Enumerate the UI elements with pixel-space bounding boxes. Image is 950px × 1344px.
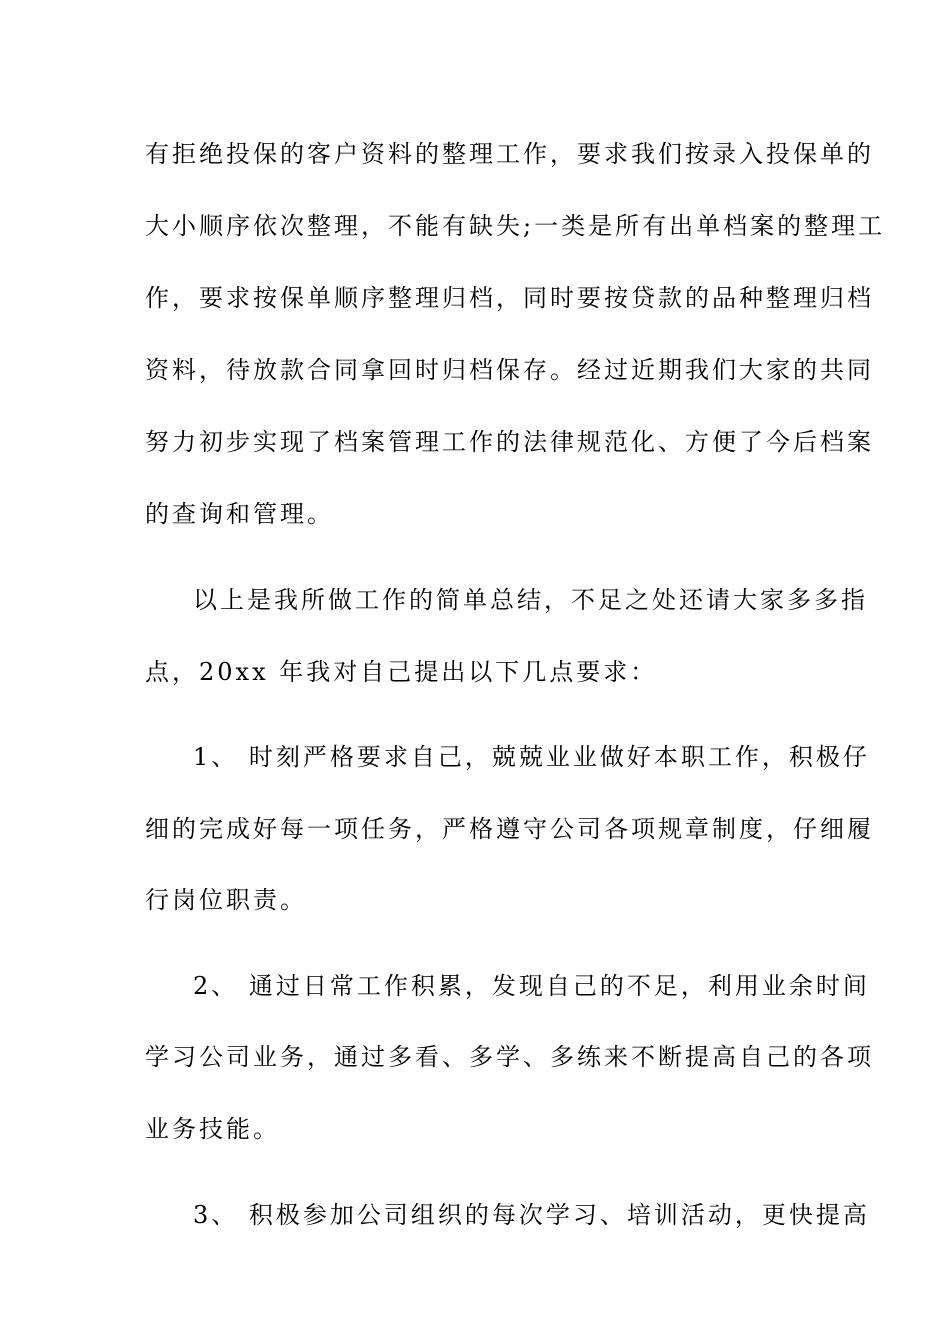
text-line: 细的完成好每一项任务，严格遵守公司各项规章制度，仔细履 [145, 815, 874, 843]
text-line: 行岗位职责。 [145, 886, 307, 914]
list-item-3: 3、 积极参加公司组织的每次学习、培训活动，更快提高 [193, 1201, 870, 1229]
text-line: 的查询和管理。 [145, 500, 334, 528]
text-line: 大小顺序依次整理，不能有缺失;一类是所有出单档案的整理工 [145, 212, 886, 240]
text-line: 业务技能。 [145, 1115, 280, 1143]
text-line: 点，20xx 年我对自己提出以下几点要求： [145, 658, 658, 686]
text-line: 学习公司业务，通过多看、多学、多练来不断提高自己的各项 [145, 1043, 874, 1071]
list-item-2: 2、 通过日常工作积累，发现自己的不足，利用业余时间 [193, 972, 870, 1000]
text-line: 努力初步实现了档案管理工作的法律规范化、方便了今后档案 [145, 428, 874, 456]
text-line: 以上是我所做工作的简单总结，不足之处还请大家多多指 [193, 586, 868, 614]
text-line: 资料，待放款合同拿回时归档保存。经过近期我们大家的共同 [145, 356, 874, 384]
text-line: 有拒绝投保的客户资料的整理工作，要求我们按录入投保单的 [145, 140, 874, 168]
text-line: 作，要求按保单顺序整理归档，同时要按贷款的品种整理归档 [145, 284, 874, 312]
list-item-1: 1、 时刻严格要求自己，兢兢业业做好本职工作，积极仔 [193, 743, 870, 771]
